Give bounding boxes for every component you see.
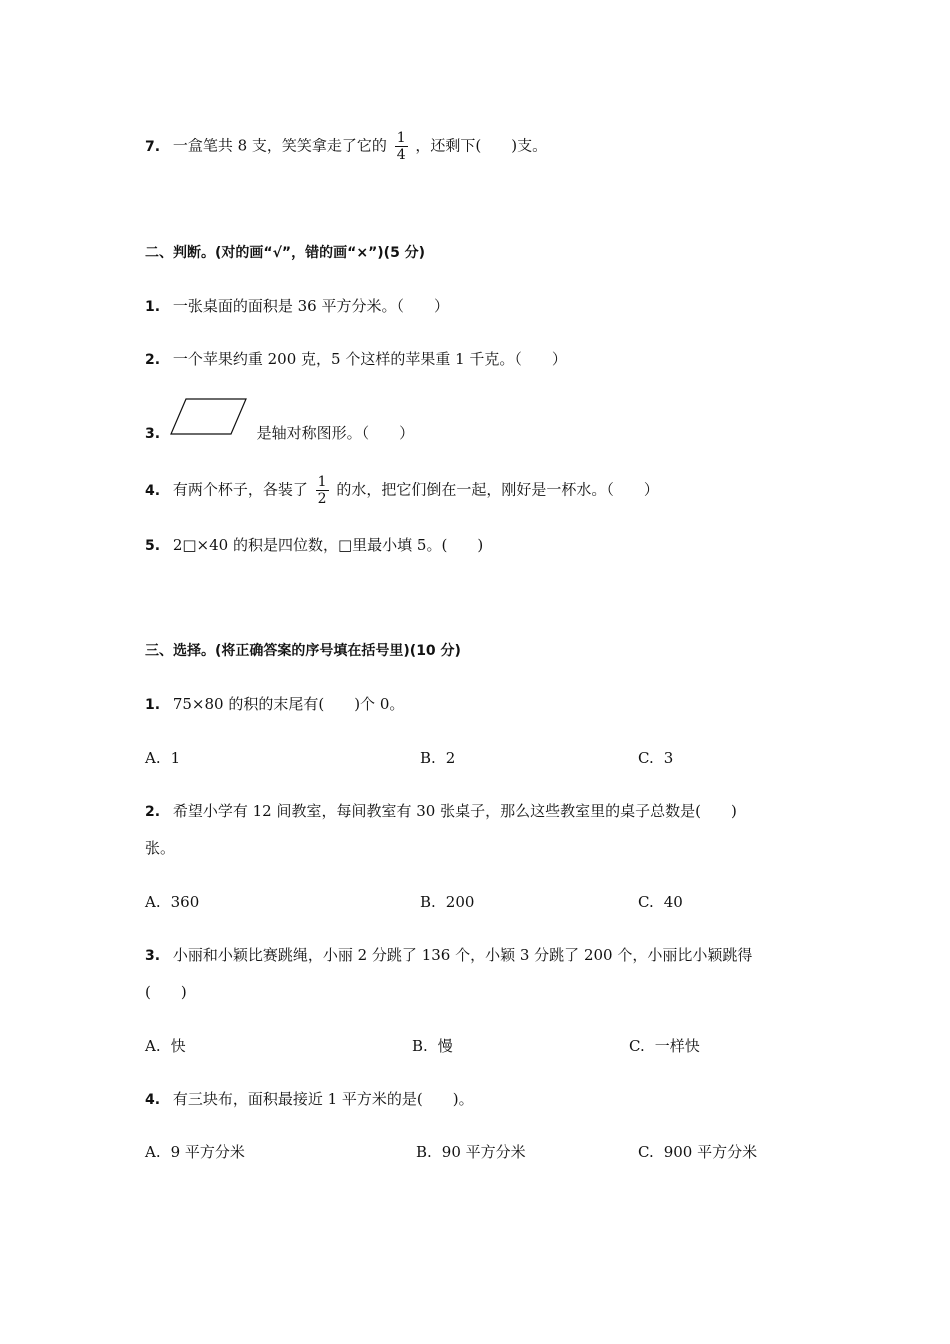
choice-question-3: [145, 945, 752, 966]
question-number: 5.: [145, 538, 161, 554]
section-3-title: 三、选择。(将正确答案的序号填在括号里)(10 分): [145, 643, 461, 659]
option-a: A. 9 平方分米: [145, 1143, 245, 1161]
fraction-denominator: 2: [317, 491, 327, 507]
option-b: B. 慢: [412, 1037, 453, 1055]
question-text: 小丽和小颖比赛跳绳，小丽 2 分跳了 136 个，小颖 3 分跳了 200 个，小丽比小颖跳得: [172, 946, 753, 964]
question-text-continued: ( ): [145, 983, 187, 1001]
question-number: 2.: [145, 804, 161, 820]
fraction: [316, 474, 329, 507]
question-number: 3.: [145, 426, 161, 442]
fraction-numerator: 1: [396, 130, 406, 146]
judge-item-2: [145, 349, 567, 370]
option-c: C. 一样快: [629, 1037, 700, 1055]
question-text: 有两个杯子，各装了: [172, 480, 308, 499]
judge-item-3: [145, 423, 414, 444]
judge-item-1: [145, 296, 449, 317]
choice-question-1: [145, 694, 404, 715]
option-c: C. 40: [638, 893, 683, 911]
judge-item-4: [145, 474, 659, 507]
option-a: A. 快: [145, 1037, 186, 1055]
question-text: 是轴对称图形。（ ）: [256, 424, 415, 442]
question-7: [145, 130, 547, 163]
option-c: C. 900 平方分米: [638, 1143, 758, 1161]
question-number: 2.: [145, 352, 161, 368]
question-text: 一张桌面的面积是 36 平方分米。（ ）: [172, 297, 449, 315]
fraction-denominator: 4: [396, 147, 406, 163]
question-text: 75×80 的积的末尾有( )个 0。: [172, 695, 405, 713]
question-number: 1.: [145, 697, 161, 713]
option-a: A. 1: [145, 749, 181, 767]
question-text-tail: 的水，把它们倒在一起，刚好是一杯水。（ ）: [336, 480, 659, 499]
option-a: A. 360: [145, 893, 200, 911]
question-text-tail: ，还剩下( )支。: [415, 136, 548, 155]
question-number: 4.: [145, 482, 161, 499]
question-text: 2□×40 的积是四位数，□里最小填 5。( ): [172, 536, 484, 554]
choice-question-2: [145, 801, 737, 822]
option-c: C. 3: [638, 749, 674, 767]
fraction: [395, 130, 408, 163]
question-text: 一盒笔共 8 支，笑笑拿走了它的: [172, 136, 387, 155]
option-b: B. 2: [420, 749, 456, 767]
question-number: 4.: [145, 1092, 161, 1108]
question-text: 一个苹果约重 200 克，5 个这样的苹果重 1 千克。（ ）: [172, 350, 567, 368]
question-number: 7.: [145, 138, 161, 155]
section-2-title: 二、判断。(对的画“√”，错的画“×”)(5 分): [145, 245, 426, 261]
option-b: B. 200: [420, 893, 475, 911]
question-text: 有三块布，面积最接近 1 平方米的是( )。: [172, 1090, 474, 1108]
question-number: 3.: [145, 948, 161, 964]
question-text-continued: 张。: [145, 839, 176, 857]
question-text: 希望小学有 12 间教室，每间教室有 30 张桌子，那么这些教室里的桌子总数是( ): [172, 802, 737, 820]
option-b: B. 90 平方分米: [416, 1143, 526, 1161]
fraction-numerator: 1: [317, 474, 327, 490]
choice-question-4: [145, 1089, 474, 1110]
judge-item-5: [145, 535, 483, 556]
question-number: 1.: [145, 299, 161, 315]
